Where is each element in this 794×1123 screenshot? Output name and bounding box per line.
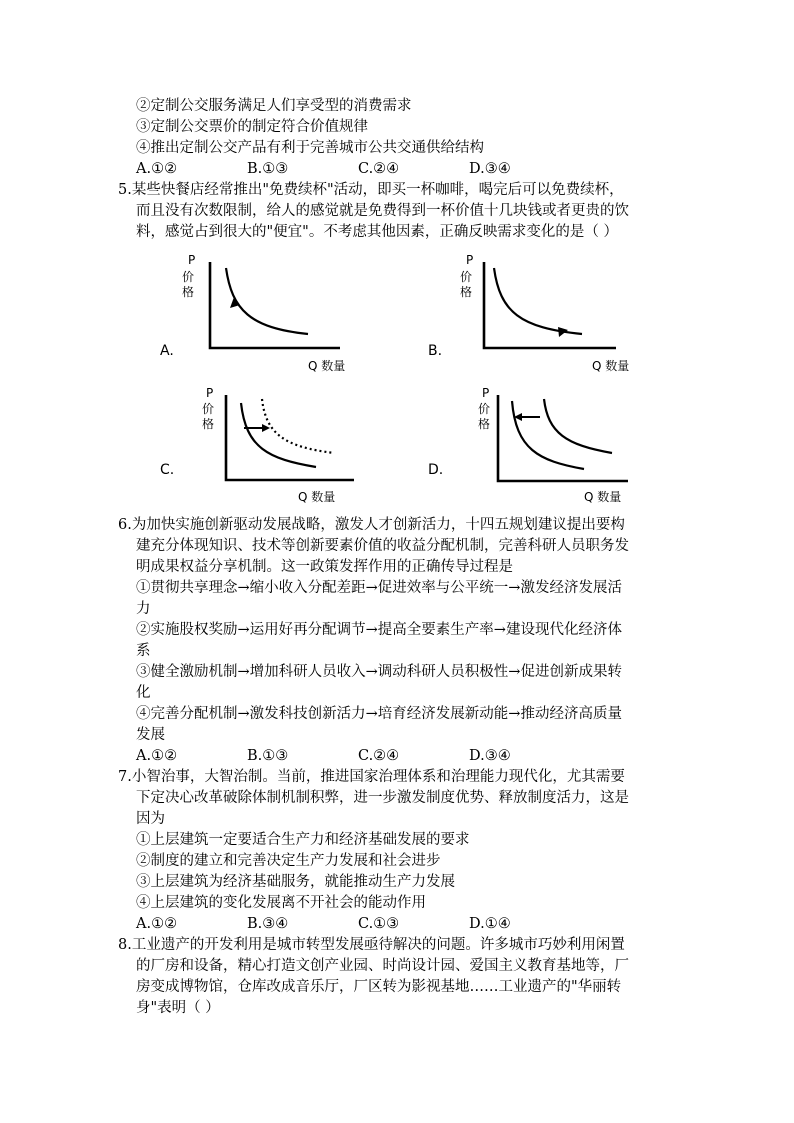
graph-b-p-label: P	[466, 253, 474, 267]
q6-stem-line-3: 明成果权益分享机制。这一政策发挥作用的正确传导过程是	[136, 559, 513, 575]
graph-a-axes	[210, 262, 340, 348]
graph-b-curve	[494, 268, 582, 334]
graph-b-option-label: B.	[428, 343, 443, 359]
q7-option-d: D.①④	[469, 916, 511, 932]
q7-options	[136, 914, 636, 934]
q6-stem-line-1: 6.为加快实施创新驱动发展战略，激发人才创新活力，十四五规划建议提出要构	[118, 517, 625, 533]
q4-option-b: B.①③	[247, 161, 289, 177]
graph-a-curve	[226, 268, 308, 334]
q7-item-4: ④上层建筑的变化发展离不开社会的能动作用	[136, 895, 426, 911]
q7-option-b: B.③④	[247, 916, 289, 932]
q4-option-d: D.③④	[469, 161, 511, 177]
q7-stem-line-1: 7.小智治事，大智治制。当前，推进国家治理体系和治理能力现代化，尤其需要	[118, 769, 625, 785]
graph-d-curve-left	[512, 401, 584, 469]
q4-item-4: ④推出定制公交产品有利于完善城市公共交通供给结构	[136, 140, 484, 156]
graph-d-p-label: P	[482, 386, 490, 400]
graph-d-option-label: D.	[428, 462, 444, 478]
q6-item-3: ③健全激励机制→增加科研人员收入→调动科研人员积极性→促进创新成果转	[136, 664, 622, 680]
q4-options	[136, 159, 636, 179]
graph-b-price-char-1: 价	[460, 270, 473, 284]
graph-c-price-char-2: 格	[202, 417, 215, 431]
graph-c	[196, 383, 376, 508]
graph-b-axes	[484, 262, 616, 348]
q8-stem-line-1: 8.工业遗产的开发利用是城市转型发展亟待解决的问题。许多城市巧妙利用闲置	[118, 937, 625, 953]
graph-a-q-label: Q 数量	[308, 359, 346, 373]
q4-option-c: C.②④	[358, 161, 400, 177]
q5-stem-line-1: 5.某些快餐店经常推出"免费续杯"活动，即买一杯咖啡，喝完后可以免费续杯，	[118, 182, 624, 198]
graph-c-arrow	[262, 424, 270, 432]
q6-item-2: ②实施股权奖励→运用好再分配调节→提高全要素生产率→建设现代化经济体	[136, 622, 622, 638]
q6-item-3-cont: 化	[136, 685, 151, 701]
q5-stem-line-3: 料，感觉占到很大的"便宜"。不考虑其他因素，正确反映需求变化的是（ ）	[136, 224, 618, 240]
q6-item-4: ④完善分配机制→激发科技创新活力→培育经济发展新动能→推动经济高质量	[136, 706, 622, 722]
q7-item-3: ③上层建筑为经济基础服务，就能推动生产力发展	[136, 874, 455, 890]
q6-options	[136, 746, 636, 766]
graph-b-q-label: Q 数量	[592, 359, 630, 373]
graph-c-q-label: Q 数量	[298, 490, 336, 504]
graph-b	[458, 250, 638, 375]
graph-d-price-char-1: 价	[478, 402, 491, 416]
graph-a	[180, 250, 360, 375]
q8-stem-line-4: 身"表明（ ）	[136, 1000, 220, 1016]
graph-d-price-char-2: 格	[478, 417, 491, 431]
q4-item-2: ②定制公交服务满足人们享受型的消费需求	[136, 98, 412, 114]
graph-d	[472, 383, 652, 508]
graph-a-price-char-1: 价	[182, 270, 195, 284]
q8-stem-line-2: 的厂房和设备，精心打造文创产业园、时尚设计园、爱国主义教育基地等，厂	[136, 958, 629, 974]
q6-item-1-cont: 力	[136, 601, 151, 617]
q6-option-d: D.③④	[469, 748, 511, 764]
graph-c-dotted-curve	[262, 399, 334, 453]
graph-c-option-label: C.	[160, 462, 175, 478]
graph-c-axes	[226, 395, 354, 480]
q6-option-c: C.②④	[358, 748, 400, 764]
q6-item-2-cont: 系	[136, 643, 151, 659]
q4-item-3: ③定制公交票价的制定符合价值规律	[136, 119, 368, 135]
graph-a-p-label: P	[188, 253, 196, 267]
q6-stem-line-2: 建充分体现知识、技术等创新要素价值的收益分配机制，完善科研人员职务发	[136, 538, 629, 554]
graph-d-axes	[498, 395, 628, 481]
q7-item-2: ②制度的建立和完善决定生产力发展和社会进步	[136, 853, 441, 869]
graph-c-p-label: P	[206, 386, 214, 400]
q7-stem-line-2: 下定决心改革破除体制机制积弊，进一步激发制度优势、释放制度活力，这是	[136, 790, 629, 806]
q6-item-4-cont: 发展	[136, 727, 165, 743]
q6-option-b: B.①③	[247, 748, 289, 764]
q4-option-a: A.①②	[136, 161, 178, 177]
q7-item-1: ①上层建筑一定要适合生产力和经济基础发展的要求	[136, 832, 470, 848]
q7-option-a: A.①②	[136, 916, 178, 932]
q6-item-1: ①贯彻共享理念→缩小收入分配差距→促进效率与公平统一→激发经济发展活	[136, 580, 622, 596]
graph-a-option-label: A.	[160, 343, 174, 359]
graph-a-price-char-2: 格	[182, 285, 195, 299]
q5-stem-line-2: 而且没有次数限制，给人的感觉就是免费得到一杯价值十几块钱或者更贵的饮	[136, 203, 629, 219]
q7-option-c: C.①③	[358, 916, 400, 932]
graph-d-curve-right	[544, 399, 612, 453]
q6-option-a: A.①②	[136, 748, 178, 764]
q8-stem-line-3: 房变成博物馆，仓库改成音乐厅，厂区转为影视基地……工业遗产的"华丽转	[136, 979, 622, 995]
graph-d-q-label: Q 数量	[584, 490, 622, 504]
graph-b-price-char-2: 格	[460, 285, 473, 299]
q7-stem-line-3: 因为	[136, 811, 165, 827]
graph-c-price-char-1: 价	[202, 402, 215, 416]
